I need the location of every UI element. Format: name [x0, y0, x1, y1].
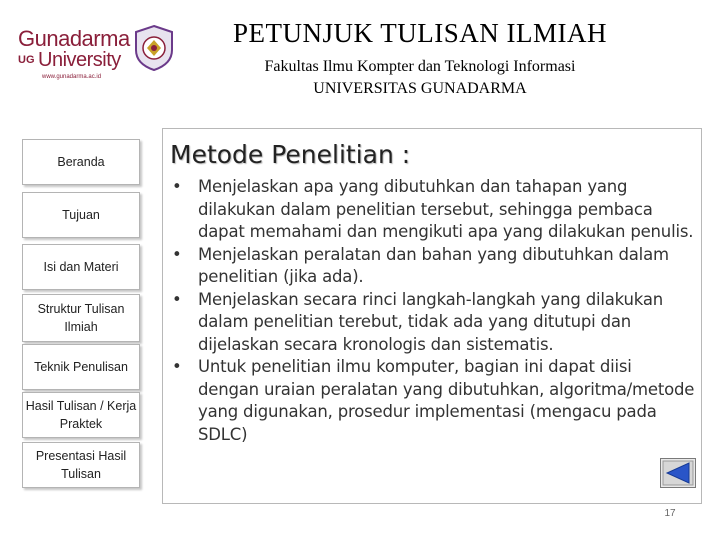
sidebar-item-beranda[interactable]: Beranda — [22, 139, 140, 185]
bullet-text: Menjelaskan apa yang dibutuhkan dan tahapan yang dilakukan dalam penelitian tersebut, sehingga pembaca dapat memahami dan mengikuti apa yang dilakukan penulis. — [198, 177, 694, 241]
sidebar-nav — [22, 0, 140, 540]
logo-line1: Gunadarma — [18, 26, 130, 51]
page-number: 17 — [664, 508, 676, 519]
sidebar-item-struktur-tulisan[interactable]: Struktur Tulisan Ilmiah — [22, 294, 140, 342]
logo-line2: University — [38, 49, 121, 71]
sidebar-item-isi-dan-materi[interactable]: Isi dan Materi — [22, 244, 140, 290]
bullet-icon: • — [172, 289, 182, 309]
sidebar-item-teknik-penulisan[interactable]: Teknik Penulisan — [22, 344, 140, 390]
list-item — [170, 289, 695, 357]
list-item — [170, 176, 695, 244]
faculty-subtitle: Fakultas Ilmu Kompter dan Teknologi Informasi — [264, 58, 576, 75]
bullet-icon: • — [172, 244, 182, 264]
sidebar-item-tujuan[interactable]: Tujuan — [22, 192, 140, 238]
content-bullets — [170, 176, 695, 446]
bullet-icon: • — [172, 357, 182, 376]
university-subtitle: UNIVERSITAS GUNADARMA — [313, 80, 527, 97]
sidebar-item-presentasi[interactable]: Presentasi Hasil Tulisan — [22, 442, 140, 488]
bullet-text: Untuk penelitian ilmu komputer, bagian ini dapat diisi dengan uraian peralatan yang dibutuhkan, algoritma/metode yang digunakan, prosedur implementasi (mengacu pada SDLC) — [198, 357, 695, 444]
logo-ug: UG — [18, 54, 35, 66]
logo-url: www.gunadarma.ac.id — [42, 74, 102, 80]
list-item — [170, 356, 695, 446]
back-arrow-icon[interactable] — [660, 458, 696, 488]
bullet-text: Menjelaskan peralatan dan bahan yang dibutuhkan dalam penelitian (jika ada). — [198, 244, 669, 286]
bullet-text: Menjelaskan secara rinci langkah-langkah yang dilakukan dalam penelitian terebut, tidak ada yang ditutupi dan dijelaskan secara kronologis dan sistematis. — [198, 289, 664, 354]
list-item — [170, 244, 695, 289]
sidebar-item-hasil-tulisan[interactable]: Hasil Tulisan / Kerja Praktek — [22, 392, 140, 438]
bullet-icon: • — [172, 177, 182, 196]
content-title: Metode Penelitian : — [170, 140, 411, 169]
page-title: PETUNJUK TULISAN ILMIAH — [233, 18, 607, 48]
